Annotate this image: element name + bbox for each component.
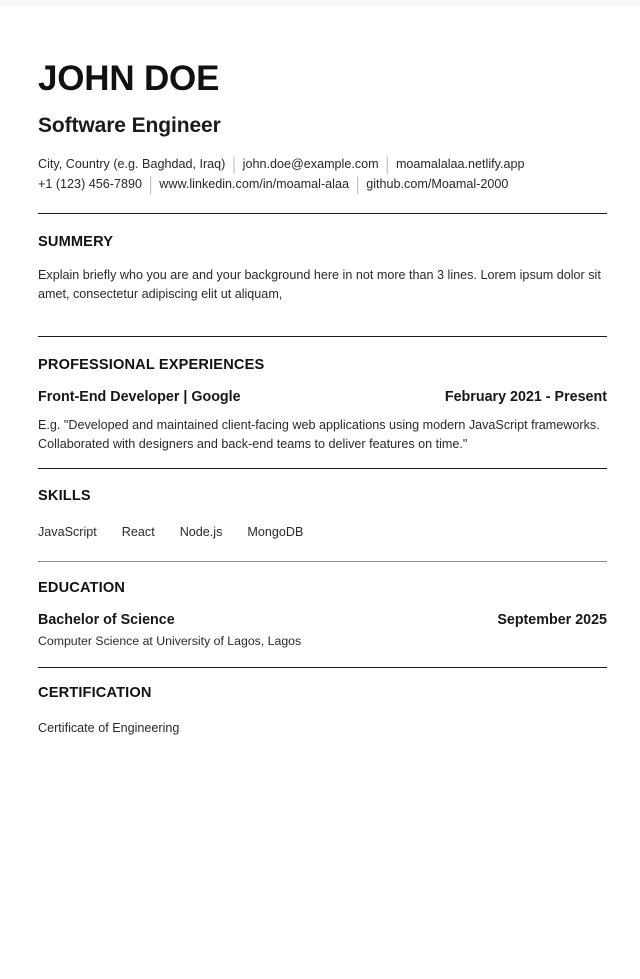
experience-description: E.g. "Developed and maintained client-facing web applications using modern JavaScript frameworks. Collaborated with designers and back-end teams to deliver features on time." xyxy=(38,417,600,451)
list-item: JavaScript xyxy=(38,524,97,539)
experience-entry-header xyxy=(38,372,607,406)
contact-github[interactable]: github.com/Moamal-2000 xyxy=(366,177,509,191)
certification-item: Certificate of Engineering xyxy=(38,721,180,736)
contact-email[interactable]: john.doe@example.com xyxy=(242,157,379,171)
contact-website[interactable]: moamalalaa.netlify.app xyxy=(395,157,525,171)
section-heading-education: EDUCATION xyxy=(38,579,126,596)
contact-separator-icon: | xyxy=(232,153,236,175)
contact-linkedin[interactable]: www.linkedin.com/in/moamal-alaa xyxy=(159,177,349,191)
list-item: MongoDB xyxy=(247,524,304,539)
contact-line-1 xyxy=(38,154,607,174)
contact-line-2 xyxy=(38,174,607,194)
section-heading-summary: SUMMERY xyxy=(38,234,114,250)
section-skills xyxy=(38,469,607,542)
section-experience xyxy=(38,337,607,454)
experience-title: Front-End Developer | Google xyxy=(38,389,241,406)
experience-date: February 2021 - Present xyxy=(444,389,607,406)
education-degree: Bachelor of Science xyxy=(38,612,175,629)
section-certification xyxy=(38,668,607,739)
summary-text: Explain briefly who you are and your background here in not more than 3 lines. Lorem ipsum dolor sit amet, consectetur adipiscing elit ut aliquam, xyxy=(38,267,601,301)
contact-phone: +1 (123) 456-7890 xyxy=(38,177,142,191)
contact-separator-icon: | xyxy=(148,173,153,195)
section-education xyxy=(38,562,607,650)
resume-header xyxy=(38,6,607,194)
contact-location: City, Country (e.g. Baghdad, Iraq) xyxy=(38,157,226,171)
page-title: JOHN DOE xyxy=(38,59,220,98)
section-heading-experience: PROFESSIONAL EXPERIENCES xyxy=(38,356,265,373)
skills-list xyxy=(38,504,607,542)
job-title: Software Engineer xyxy=(38,114,221,137)
resume-page xyxy=(0,6,640,738)
education-entry-header xyxy=(38,595,607,629)
section-summary xyxy=(38,214,607,304)
contact-separator-icon: | xyxy=(355,173,360,195)
education-details: Computer Science at University of Lagos, Lagos xyxy=(38,633,302,648)
contact-block xyxy=(38,136,607,194)
list-item: Node.js xyxy=(179,524,223,539)
contact-separator-icon: | xyxy=(385,153,389,175)
education-date: September 2025 xyxy=(497,612,607,629)
section-heading-certification: CERTIFICATION xyxy=(38,684,152,701)
list-item: React xyxy=(121,524,155,539)
section-heading-skills: SKILLS xyxy=(38,487,91,504)
